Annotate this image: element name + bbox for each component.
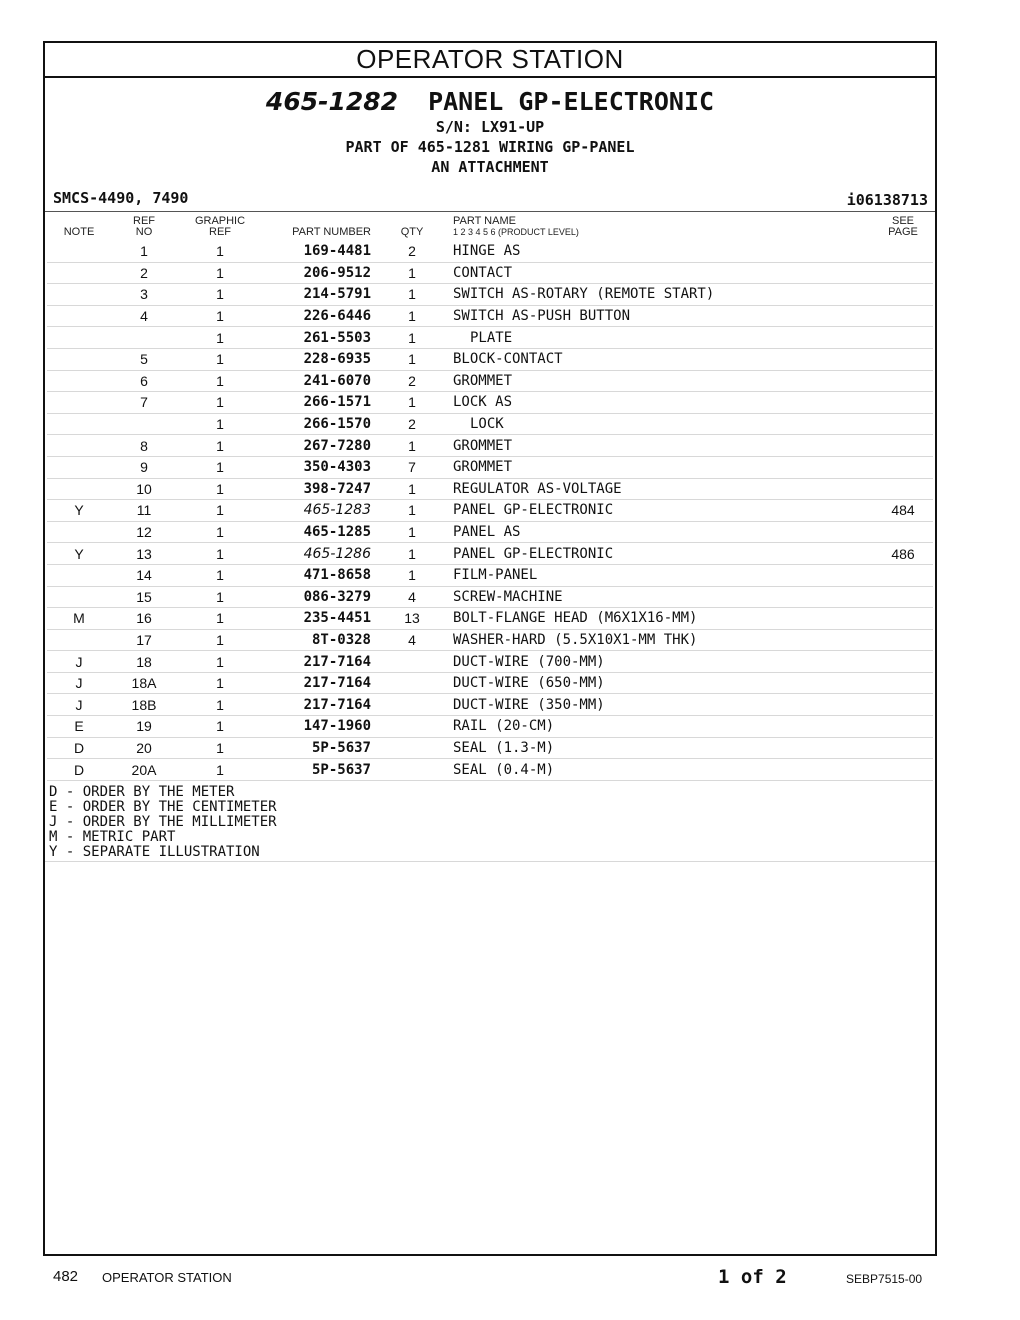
row-note	[47, 305, 111, 327]
row-note: J	[47, 672, 111, 694]
row-qty: 4	[371, 586, 453, 608]
table-row	[47, 392, 933, 414]
row-qty: 2	[371, 241, 453, 262]
row-graphic-ref: 1	[177, 370, 263, 392]
legend-item: M - METRIC PART	[49, 828, 176, 845]
col-graphic-ref: GRAPHIC REF	[194, 215, 246, 238]
table-row	[47, 284, 933, 306]
table-row	[47, 348, 933, 370]
table-header-row	[47, 212, 933, 241]
row-graphic-ref: 1	[177, 672, 263, 694]
row-graphic-ref: 1	[177, 478, 263, 500]
row-see-page	[873, 672, 933, 694]
row-part-number: 267-7280	[263, 435, 371, 457]
row-graphic-ref: 1	[177, 521, 263, 543]
illustration-id: i06138713	[846, 191, 928, 209]
smcs-code: SMCS-4490, 7490	[53, 189, 189, 207]
table-row	[47, 305, 933, 327]
group-part-name: PANEL GP-ELECTRONIC	[428, 87, 715, 116]
row-ref-no: 12	[111, 521, 177, 543]
group-header	[45, 78, 935, 177]
table-row	[47, 543, 933, 565]
row-see-page	[873, 608, 933, 630]
row-note	[47, 435, 111, 457]
row-qty: 4	[371, 629, 453, 651]
row-part-name	[453, 327, 873, 349]
row-see-page	[873, 716, 933, 738]
row-part-number: 8T-0328	[263, 629, 371, 651]
row-see-page	[873, 262, 933, 284]
table-row	[47, 370, 933, 392]
row-note	[47, 478, 111, 500]
row-part-number: 5P-5637	[263, 737, 371, 759]
row-part-name: DUCT-WIRE (700-MM)	[453, 651, 873, 673]
row-part-name-indented: PLATE	[470, 329, 513, 346]
row-qty	[371, 716, 453, 738]
row-part-name: SWITCH AS-PUSH BUTTON	[453, 305, 873, 327]
table-row	[47, 521, 933, 543]
table-row	[47, 241, 933, 262]
row-graphic-ref: 1	[177, 241, 263, 262]
row-part-number: 147-1960	[263, 716, 371, 738]
row-part-name	[453, 413, 873, 435]
row-graphic-ref: 1	[177, 608, 263, 630]
row-part-number: 235-4451	[263, 608, 371, 630]
legend-item: E - ORDER BY THE CENTIMETER	[49, 798, 277, 815]
row-graphic-ref: 1	[177, 629, 263, 651]
row-note	[47, 348, 111, 370]
part-of: PART OF 465-1281 WIRING GP-PANEL	[345, 138, 635, 156]
row-ref-no: 18A	[111, 672, 177, 694]
row-part-name: PANEL GP-ELECTRONIC	[453, 500, 873, 522]
row-ref-no: 3	[111, 284, 177, 306]
row-part-number: 465-1283	[263, 500, 371, 522]
row-part-name: SEAL (0.4-M)	[453, 759, 873, 781]
row-ref-no: 17	[111, 629, 177, 651]
row-see-page	[873, 370, 933, 392]
row-qty: 2	[371, 413, 453, 435]
row-part-number: 086-3279	[263, 586, 371, 608]
row-ref-no: 4	[111, 305, 177, 327]
row-part-number: 398-7247	[263, 478, 371, 500]
group-title	[45, 87, 935, 117]
row-part-name: LOCK AS	[453, 392, 873, 414]
row-ref-no: 11	[111, 500, 177, 522]
row-part-name: GROMMET	[453, 370, 873, 392]
row-ref-no	[111, 413, 177, 435]
legend-item: D - ORDER BY THE METER	[49, 783, 235, 800]
row-qty	[371, 759, 453, 781]
row-see-page	[873, 413, 933, 435]
row-graphic-ref: 1	[177, 435, 263, 457]
row-see-page	[873, 305, 933, 327]
row-qty: 1	[371, 564, 453, 586]
row-graphic-ref: 1	[177, 392, 263, 414]
table-row	[47, 586, 933, 608]
row-see-page	[873, 564, 933, 586]
row-ref-no: 9	[111, 456, 177, 478]
row-part-number: 228-6935	[263, 348, 371, 370]
row-part-number: 471-8658	[263, 564, 371, 586]
row-qty: 1	[371, 348, 453, 370]
row-note	[47, 629, 111, 651]
col-qty: QTY	[400, 226, 424, 238]
row-note	[47, 586, 111, 608]
row-note	[47, 521, 111, 543]
row-part-number: 266-1570	[263, 413, 371, 435]
row-part-name: CONTACT	[453, 262, 873, 284]
row-ref-no: 13	[111, 543, 177, 565]
table-row	[47, 564, 933, 586]
serial-range: S/N: LX91-UP	[435, 118, 545, 136]
row-qty: 1	[371, 500, 453, 522]
row-part-number: 169-4481	[263, 241, 371, 262]
col-part-number: PART NUMBER	[292, 226, 371, 238]
row-graphic-ref: 1	[177, 543, 263, 565]
row-part-number: 214-5791	[263, 284, 371, 306]
legend-item: J - ORDER BY THE MILLIMETER	[49, 813, 277, 830]
row-ref-no: 20A	[111, 759, 177, 781]
row-graphic-ref: 1	[177, 651, 263, 673]
row-part-name: BLOCK-CONTACT	[453, 348, 873, 370]
row-qty: 1	[371, 262, 453, 284]
row-see-page	[873, 586, 933, 608]
row-graphic-ref: 1	[177, 327, 263, 349]
section-title: OPERATOR STATION	[45, 43, 935, 78]
row-see-page	[873, 327, 933, 349]
col-ref-no: REF NO	[133, 215, 155, 238]
row-see-page	[873, 694, 933, 716]
row-note: D	[47, 759, 111, 781]
row-graphic-ref: 1	[177, 759, 263, 781]
row-part-name: DUCT-WIRE (350-MM)	[453, 694, 873, 716]
table-row	[47, 262, 933, 284]
row-part-name: PANEL GP-ELECTRONIC	[453, 543, 873, 565]
row-graphic-ref: 1	[177, 500, 263, 522]
table-row	[47, 608, 933, 630]
row-qty	[371, 672, 453, 694]
row-qty: 1	[371, 284, 453, 306]
row-see-page	[873, 478, 933, 500]
row-part-number: 226-6446	[263, 305, 371, 327]
row-qty: 1	[371, 478, 453, 500]
row-part-name: SEAL (1.3-M)	[453, 737, 873, 759]
attachment-label: AN ATTACHMENT	[431, 158, 549, 176]
parts-table	[47, 212, 933, 781]
table-row	[47, 478, 933, 500]
row-see-page	[873, 629, 933, 651]
row-qty: 13	[371, 608, 453, 630]
row-see-page	[873, 392, 933, 414]
col-see-page: SEE PAGE	[888, 215, 918, 238]
row-note	[47, 564, 111, 586]
row-ref-no: 1	[111, 241, 177, 262]
doc-id: SEBP7515-00	[846, 1272, 923, 1286]
row-graphic-ref: 1	[177, 305, 263, 327]
row-qty: 1	[371, 392, 453, 414]
table-row	[47, 500, 933, 522]
row-qty: 1	[371, 435, 453, 457]
row-ref-no: 18	[111, 651, 177, 673]
page-number: 482	[53, 1268, 79, 1285]
row-note	[47, 392, 111, 414]
row-part-number: 241-6070	[263, 370, 371, 392]
row-note: D	[47, 737, 111, 759]
row-ref-no: 2	[111, 262, 177, 284]
parts-table-body	[47, 241, 933, 780]
row-graphic-ref: 1	[177, 564, 263, 586]
row-part-name: DUCT-WIRE (650-MM)	[453, 672, 873, 694]
footer-section: OPERATOR STATION	[102, 1270, 232, 1285]
row-see-page	[873, 759, 933, 781]
row-part-name: SWITCH AS-ROTARY (REMOTE START)	[453, 284, 873, 306]
table-row	[47, 737, 933, 759]
row-part-name: HINGE AS	[453, 241, 873, 262]
row-part-name: RAIL (20-CM)	[453, 716, 873, 738]
row-qty: 1	[371, 521, 453, 543]
row-part-number: 5P-5637	[263, 759, 371, 781]
legend-item: Y - SEPARATE ILLUSTRATION	[49, 843, 260, 860]
row-part-name: WASHER-HARD (5.5X10X1-MM THK)	[453, 629, 873, 651]
row-ref-no: 18B	[111, 694, 177, 716]
row-note	[47, 241, 111, 262]
smcs-row	[45, 187, 935, 211]
row-part-name: SCREW-MACHINE	[453, 586, 873, 608]
row-part-number: 465-1286	[263, 543, 371, 565]
table-row	[47, 694, 933, 716]
row-see-page: 486	[873, 543, 933, 565]
row-see-page: 484	[873, 500, 933, 522]
row-part-number: 261-5503	[263, 327, 371, 349]
row-note: J	[47, 651, 111, 673]
row-part-name: REGULATOR AS-VOLTAGE	[453, 478, 873, 500]
row-see-page	[873, 737, 933, 759]
row-part-name: FILM-PANEL	[453, 564, 873, 586]
table-row	[47, 759, 933, 781]
row-qty	[371, 694, 453, 716]
row-ref-no: 19	[111, 716, 177, 738]
row-part-name: GROMMET	[453, 456, 873, 478]
table-row	[47, 327, 933, 349]
row-see-page	[873, 456, 933, 478]
row-see-page	[873, 284, 933, 306]
row-ref-no	[111, 327, 177, 349]
notes-legend	[45, 781, 935, 862]
row-note: M	[47, 608, 111, 630]
row-ref-no: 16	[111, 608, 177, 630]
row-part-name: GROMMET	[453, 435, 873, 457]
row-note: Y	[47, 500, 111, 522]
row-graphic-ref: 1	[177, 716, 263, 738]
row-graphic-ref: 1	[177, 456, 263, 478]
row-ref-no: 7	[111, 392, 177, 414]
row-see-page	[873, 348, 933, 370]
row-qty: 7	[371, 456, 453, 478]
table-row	[47, 456, 933, 478]
row-graphic-ref: 1	[177, 262, 263, 284]
row-part-number: 217-7164	[263, 694, 371, 716]
row-ref-no: 8	[111, 435, 177, 457]
row-part-name: BOLT-FLANGE HEAD (M6X1X16-MM)	[453, 608, 873, 630]
row-ref-no: 14	[111, 564, 177, 586]
row-qty	[371, 651, 453, 673]
table-row	[47, 435, 933, 457]
row-graphic-ref: 1	[177, 284, 263, 306]
group-part-number: 465-1282	[265, 87, 399, 116]
row-ref-no: 5	[111, 348, 177, 370]
row-ref-no: 15	[111, 586, 177, 608]
row-note: E	[47, 716, 111, 738]
row-graphic-ref: 1	[177, 413, 263, 435]
row-part-number: 217-7164	[263, 651, 371, 673]
row-part-name-indented: LOCK	[470, 416, 504, 433]
table-row	[47, 716, 933, 738]
row-note	[47, 284, 111, 306]
product-level-label: 1 2 3 4 5 6 (PRODUCT LEVEL)	[453, 227, 579, 237]
row-qty: 2	[371, 370, 453, 392]
row-note	[47, 262, 111, 284]
row-ref-no: 20	[111, 737, 177, 759]
row-see-page	[873, 521, 933, 543]
row-part-name: PANEL AS	[453, 521, 873, 543]
row-note: J	[47, 694, 111, 716]
row-qty: 1	[371, 305, 453, 327]
row-part-number: 266-1571	[263, 392, 371, 414]
table-row	[47, 413, 933, 435]
page-footer	[0, 1266, 1020, 1290]
col-part-name: PART NAME 1 2 3 4 5 6 (PRODUCT LEVEL)	[453, 215, 579, 237]
row-note	[47, 327, 111, 349]
row-see-page	[873, 651, 933, 673]
parts-page-frame	[43, 41, 937, 1256]
row-note: Y	[47, 543, 111, 565]
row-qty: 1	[371, 543, 453, 565]
row-qty: 1	[371, 327, 453, 349]
col-note: NOTE	[63, 226, 95, 238]
table-row	[47, 629, 933, 651]
table-row	[47, 651, 933, 673]
page-of: 1 of 2	[718, 1266, 787, 1288]
table-row	[47, 672, 933, 694]
row-graphic-ref: 1	[177, 737, 263, 759]
row-part-number: 217-7164	[263, 672, 371, 694]
row-graphic-ref: 1	[177, 348, 263, 370]
row-qty	[371, 737, 453, 759]
row-note	[47, 370, 111, 392]
row-part-number: 206-9512	[263, 262, 371, 284]
row-graphic-ref: 1	[177, 694, 263, 716]
row-see-page	[873, 241, 933, 262]
row-part-number: 465-1285	[263, 521, 371, 543]
row-see-page	[873, 435, 933, 457]
row-ref-no: 6	[111, 370, 177, 392]
row-note	[47, 456, 111, 478]
row-ref-no: 10	[111, 478, 177, 500]
row-graphic-ref: 1	[177, 586, 263, 608]
row-note	[47, 413, 111, 435]
row-part-number: 350-4303	[263, 456, 371, 478]
